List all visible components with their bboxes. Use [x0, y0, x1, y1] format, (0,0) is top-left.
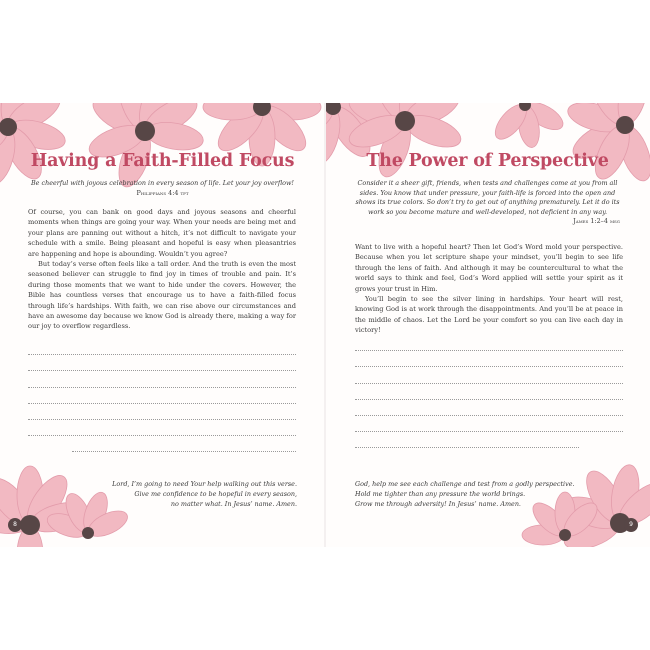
journal-line[interactable] — [355, 400, 623, 416]
page-number: 9 — [624, 518, 638, 532]
right-page — [325, 103, 650, 547]
left-page — [0, 103, 325, 547]
verse — [355, 179, 620, 227]
prayer — [355, 479, 605, 510]
verse — [22, 179, 303, 198]
body-text — [28, 207, 296, 332]
journal-lines[interactable] — [28, 339, 296, 452]
journal-line[interactable] — [28, 404, 296, 420]
prayer-line: Lord, I’m going to need Your help walking out this verse. — [112, 480, 297, 488]
journal-line[interactable] — [355, 367, 623, 383]
paragraph: You’ll begin to see the silver lining in hardships. Your heart will rest, knowing God is at work through the disappointments. And you’ll be at peace in the middle of chaos. Let the Lord be your comfort so you can live each day in victory! — [355, 295, 623, 335]
page-title: Having a Faith-Filled Focus — [30, 151, 295, 171]
prayer-line: Give me confidence to be hopeful in every season, — [134, 490, 297, 499]
book-spread — [0, 103, 650, 547]
journal-line[interactable] — [355, 416, 623, 432]
journal-line[interactable] — [28, 388, 296, 404]
journal-line[interactable] — [355, 335, 623, 351]
book-gutter — [324, 103, 326, 547]
prayer-line: Hold me tighter than any pressure the world brings. — [355, 490, 526, 499]
journal-line[interactable] — [72, 436, 296, 452]
journal-lines[interactable] — [355, 335, 623, 448]
prayer-line: God, help me see each challenge and test from a godly perspective. — [355, 480, 575, 488]
page-number: 8 — [8, 518, 22, 532]
journal-line[interactable] — [28, 371, 296, 387]
journal-line[interactable] — [28, 355, 296, 371]
verse-reference: Philippians 4:4 tpt — [136, 188, 189, 197]
prayer — [37, 479, 297, 510]
page-title: The Power of Perspective — [366, 151, 609, 171]
prayer-line: Grow me through adversity! In Jesus’ name. Amen. — [355, 500, 521, 509]
journal-line[interactable] — [355, 432, 579, 448]
paragraph: But today’s verse often feels like a tall order. And the truth is even the most seasoned believer can struggle to find joy in times of trouble and pain. It’s during those moments that we want to hide under the covers. However, the Bible has countless verses that encourage us to have a faith-filled focus through life’s hardships. With faith, we can rise above our circumstances and have an awesome day because we know God is already there, making a way for our joy to overflow regardless. — [28, 260, 296, 331]
paragraph: Of course, you can bank on good days and joyous seasons and cheerful moments when things are going your way. When your needs are being met and your plans are panning out without a hitch, it’s not difficult to navigate your schedule with a smile. Being pleasant and hopeful is easy when pleasantries are happening and hope is abounding. Wouldn’t you agree? — [28, 208, 296, 258]
journal-line[interactable] — [355, 351, 623, 367]
journal-line[interactable] — [28, 339, 296, 355]
verse-text: Be cheerful with joyous celebration in every season of life. Let your joy overflow! — [30, 179, 295, 187]
journal-line[interactable] — [28, 420, 296, 436]
body-text — [355, 242, 623, 336]
prayer-line: no matter what. In Jesus’ name. Amen. — [170, 500, 297, 509]
journal-line[interactable] — [355, 384, 623, 400]
paragraph: Want to live with a hopeful heart? Then let God’s Word mold your perspective. Because when you let scripture shape your mindset, you’ll begin to see life through the lens of faith. And although it may be countercultural to what the world says to think and feel, God’s Word applied will settle your spirit as it grows your trust in Him. — [355, 243, 623, 293]
verse-reference: James 1:2–4 msg — [573, 217, 620, 226]
verse-text: Consider it a sheer gift, friends, when tests and challenges come at you from all sides. You know that under pressure, your faith-life is forced into the open and shows its true colors. So don’t try to get out of anything prematurely. Let it do its work so you become mature and well-developed, not deficient in any way. — [355, 179, 620, 216]
